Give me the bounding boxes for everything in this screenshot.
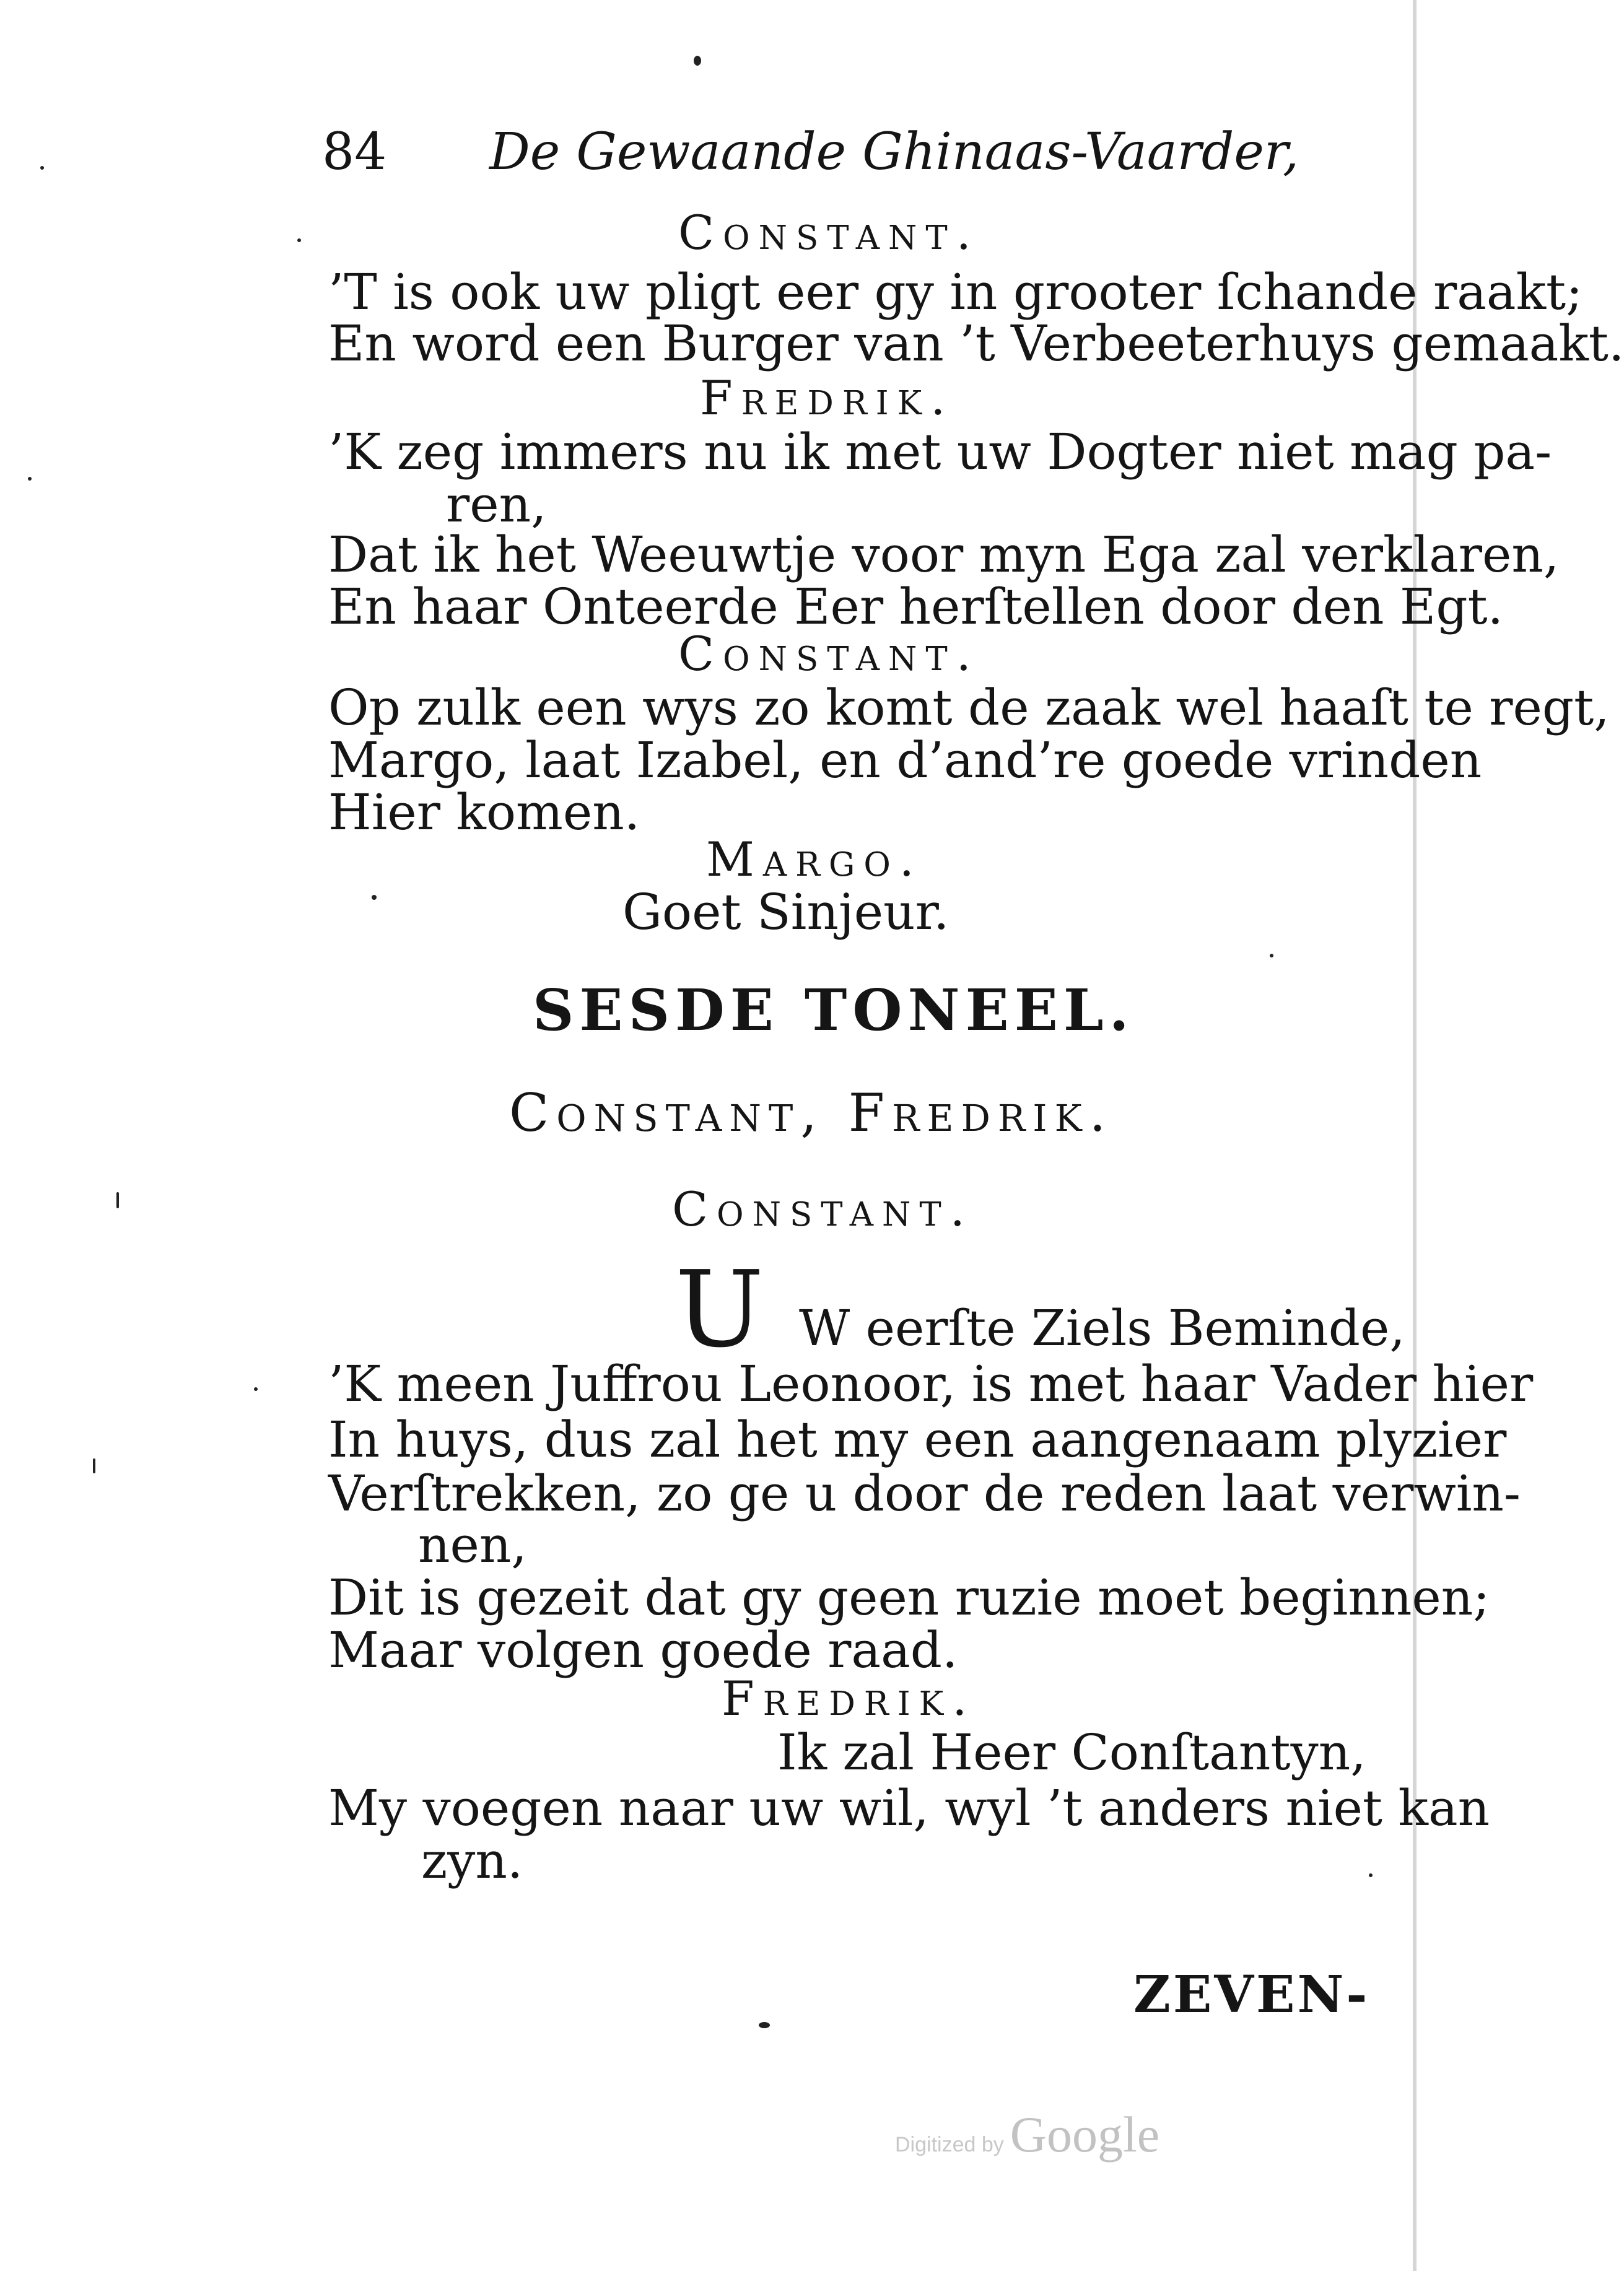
ink-speck	[1369, 1873, 1373, 1877]
verse-line: ’K meen Juffrou Leonoor, is met haar Vader hier	[328, 1355, 1534, 1413]
verse-line: Ik zal Heer Conſtantyn,	[777, 1724, 1366, 1781]
ink-speck	[297, 238, 301, 242]
ink-speck	[40, 166, 44, 170]
google-logo-text: Google	[1010, 2106, 1160, 2163]
ink-speck	[694, 56, 701, 66]
verse-line: ’T is ook uw pligt eer gy in grooter ſchande raakt;	[328, 263, 1583, 321]
ink-speck	[93, 1458, 95, 1473]
scene-title: SESDE TONEEL.	[533, 977, 1135, 1044]
ink-speck	[759, 2022, 770, 2028]
ink-speck	[254, 1387, 258, 1391]
verse-line: Hier komen.	[328, 783, 640, 841]
drop-cap: U	[675, 1249, 764, 1371]
page-number: 84	[322, 123, 387, 181]
verse-line: En word een Burger van ’t Verbeeterhuys gemaakt.	[328, 315, 1624, 372]
verse-line: Goet Sinjeur.	[622, 883, 950, 941]
cast-list: Constant, Fredrik.	[509, 1083, 1114, 1143]
verse-line: Dat ik het Weeuwtje voor myn Ega zal verklaren,	[328, 526, 1560, 583]
verse-line: nen,	[418, 1516, 527, 1574]
ink-speck	[28, 477, 32, 481]
digitized-by-label: Digitized by	[895, 2133, 1004, 2156]
speaker-label: Fredrik.	[700, 370, 954, 425]
verse-line: My voegen naar uw wil, wyl ’t anders niet kan	[328, 1779, 1490, 1837]
verse-line: Op zulk een wys zo komt de zaak wel haaſt te regt,	[328, 679, 1610, 736]
speaker-label: Margo.	[706, 832, 923, 887]
verse-line: Verſtrekken, zo ge u door de reden laat verwin-	[328, 1465, 1521, 1522]
catchword: ZEVEN-	[1133, 1965, 1370, 2025]
verse-line: Dit is gezeit dat gy geen ruzie moet beginnen;	[328, 1569, 1490, 1626]
verse-line: Margo, laat Izabel, en d’and’re goede vrinden	[328, 731, 1482, 789]
ink-speck	[116, 1192, 119, 1208]
speaker-label: Fredrik.	[722, 1671, 976, 1726]
digitized-watermark	[895, 2106, 1159, 2164]
verse-line: ren,	[446, 476, 547, 533]
verse-line: ’K zeg immers nu ik met uw Dogter niet mag pa-	[328, 423, 1552, 481]
speaker-label: Constant.	[678, 626, 980, 681]
verse-line: Maar volgen goede raad.	[328, 1621, 958, 1679]
verse-line: zyn.	[421, 1832, 523, 1890]
verse-line: W eerſte Ziels Beminde,	[799, 1299, 1405, 1357]
running-title: De Gewaande Ghinaas-Vaarder,	[489, 123, 1299, 181]
ink-speck	[1270, 954, 1273, 957]
speaker-label: Constant.	[672, 1182, 974, 1237]
verse-line: En haar Onteerde Eer herſtellen door den Egt.	[328, 578, 1504, 635]
speaker-label: Constant.	[678, 205, 980, 260]
ink-speck	[372, 895, 377, 900]
verse-line: In huys, dus zal het my een aangenaam plyzier	[328, 1411, 1507, 1468]
